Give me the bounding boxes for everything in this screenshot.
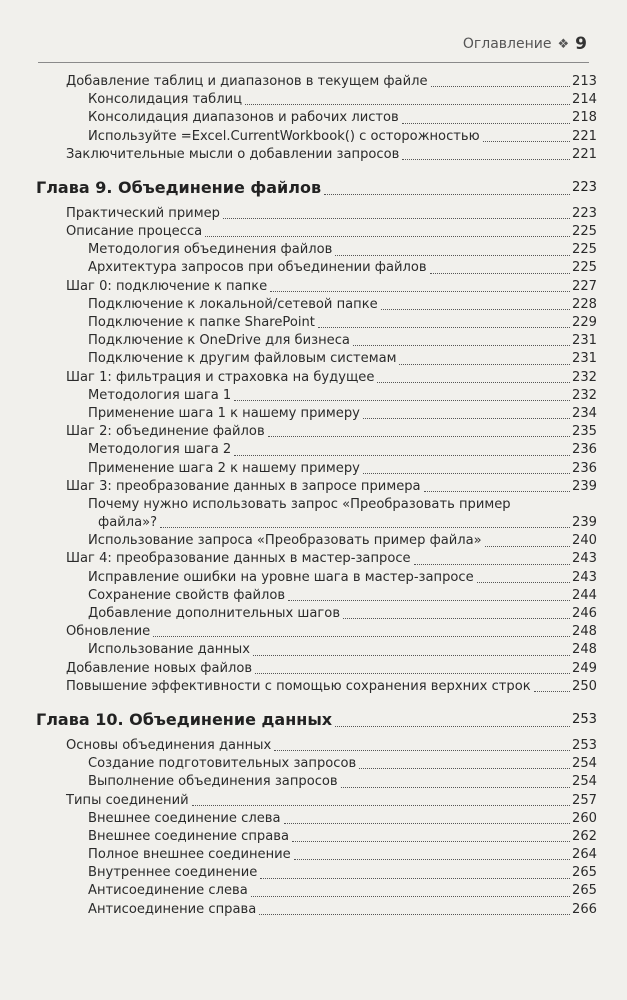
dot-leader	[477, 582, 570, 583]
toc-entry-page: 231	[572, 333, 597, 349]
dot-leader	[251, 896, 570, 897]
table-of-contents	[36, 73, 597, 919]
dot-leader	[153, 636, 570, 637]
toc-entry-page: 231	[572, 351, 597, 367]
toc-entry-title: Почему нужно использовать запрос «Преобразовать пример	[88, 496, 511, 512]
toc-entry-title: Добавление дополнительных шагов	[88, 606, 341, 622]
toc-entry-page: 246	[572, 606, 597, 622]
toc-entry-title: Применение шага 1 к нашему примеру	[88, 405, 360, 421]
dot-leader	[192, 805, 570, 806]
toc-chapter-title: Глава 9. Объединение файлов	[36, 177, 322, 197]
toc-entry[interactable]	[36, 810, 597, 828]
toc-entry[interactable]	[36, 569, 597, 587]
dot-leader	[284, 823, 570, 824]
toc-entry-title: Полное внешнее соединение	[88, 847, 291, 863]
toc-entry-page: 248	[572, 642, 597, 658]
running-header	[463, 34, 587, 54]
toc-entry[interactable]	[36, 755, 597, 773]
toc-entry[interactable]	[36, 241, 597, 259]
toc-entry[interactable]	[36, 605, 597, 623]
dot-leader	[292, 841, 570, 842]
toc-entry[interactable]	[36, 901, 597, 919]
toc-chapter[interactable]	[36, 709, 597, 731]
toc-entry[interactable]	[36, 205, 597, 223]
toc-entry-title: Антисоединение справа	[88, 901, 257, 917]
dot-leader	[430, 273, 570, 274]
toc-entry[interactable]	[36, 641, 597, 659]
toc-entry-title: Шаг 1: фильтрация и страховка на будущее	[66, 369, 375, 385]
toc-entry-title: Методология объединения файлов	[88, 242, 333, 258]
dot-leader	[160, 527, 570, 528]
toc-entry-page: 265	[572, 865, 597, 881]
toc-entry-page: 262	[572, 828, 597, 844]
dot-leader	[234, 455, 570, 456]
dot-leader	[431, 86, 570, 87]
dot-leader	[318, 327, 570, 328]
dot-leader	[414, 564, 570, 565]
dot-leader	[485, 546, 570, 547]
toc-entry-title: Шаг 0: подключение к папке	[66, 278, 268, 294]
toc-entry-page: 244	[572, 587, 597, 603]
toc-entry-page: 229	[572, 315, 597, 331]
toc-entry-page: 240	[572, 533, 597, 549]
toc-entry-page: 232	[572, 387, 597, 403]
toc-entry-title: Добавление таблиц и диапазонов в текущем файле	[66, 73, 428, 89]
toc-entry-continuation	[88, 514, 597, 532]
dot-leader	[402, 123, 570, 124]
toc-entry-page: 266	[572, 901, 597, 917]
dot-leader	[363, 418, 570, 419]
toc-entry[interactable]	[36, 864, 597, 882]
toc-entry[interactable]	[36, 387, 597, 405]
toc-entry-page: 264	[572, 847, 597, 863]
toc-entry-page: 236	[572, 442, 597, 458]
page-number: 9	[575, 34, 587, 54]
toc-entry-title: Создание подготовительных запросов	[88, 756, 357, 772]
toc-entry-title: Архитектура запросов при объединении файлов	[88, 260, 427, 276]
toc-entry[interactable]	[36, 883, 597, 901]
toc-entry-page: 225	[572, 242, 597, 258]
toc-entry-title: Консолидация таблиц	[88, 92, 243, 108]
toc-entry-title: Подключение к OneDrive для бизнеса	[88, 333, 350, 349]
dot-leader	[341, 787, 570, 788]
toc-entry-page: 253	[572, 737, 597, 753]
toc-entry-title: Сохранение свойств файлов	[88, 587, 286, 603]
toc-entry-page: 225	[572, 260, 597, 276]
toc-entry-page: 243	[572, 569, 597, 585]
toc-entry-page: 253	[572, 712, 597, 727]
toc-entry-page: 236	[572, 460, 597, 476]
toc-entry[interactable]	[36, 623, 597, 641]
toc-entry-title: Использование запроса «Преобразовать пример файла»	[88, 533, 482, 549]
toc-entry-title: Консолидация диапазонов и рабочих листов	[88, 110, 399, 126]
dot-leader	[359, 768, 570, 769]
ornament-icon: ❖	[557, 36, 570, 52]
toc-entry-title: Применение шага 2 к нашему примеру	[88, 460, 360, 476]
toc-entry[interactable]	[36, 587, 597, 605]
dot-leader	[253, 655, 570, 656]
toc-entry-page: 254	[572, 756, 597, 772]
toc-entry[interactable]	[36, 423, 597, 441]
dot-leader	[424, 491, 570, 492]
header-rule	[38, 62, 589, 63]
toc-entry-title: Использование данных	[88, 642, 250, 658]
toc-entry[interactable]	[36, 678, 597, 696]
toc-entry-page: 213	[572, 73, 597, 89]
dot-leader	[205, 236, 570, 237]
toc-entry[interactable]	[36, 223, 597, 241]
toc-entry-page: 235	[572, 424, 597, 440]
toc-entry-title-continued: файла»?	[98, 515, 158, 531]
toc-entry-page: 257	[572, 792, 597, 808]
dot-leader	[353, 345, 570, 346]
toc-entry-page: 232	[572, 369, 597, 385]
toc-entry-title: Шаг 3: преобразование данных в запросе примера	[66, 478, 421, 494]
toc-entry[interactable]	[36, 532, 597, 550]
toc-entry[interactable]	[36, 496, 597, 532]
dot-leader	[294, 859, 570, 860]
toc-entry[interactable]	[36, 551, 597, 569]
toc-entry-page: 243	[572, 551, 597, 567]
toc-entry[interactable]	[36, 441, 597, 459]
toc-entry[interactable]	[36, 296, 597, 314]
dot-leader	[245, 104, 570, 105]
toc-entry-page: 249	[572, 660, 597, 676]
toc-entry[interactable]	[36, 828, 597, 846]
toc-chapter[interactable]	[36, 177, 597, 199]
dot-leader	[363, 473, 570, 474]
header-title: Оглавление	[462, 36, 552, 52]
toc-entry-title: Используйте =Excel.CurrentWorkbook() с осторожностью	[88, 128, 480, 144]
dot-leader	[381, 309, 570, 310]
dot-leader	[288, 600, 570, 601]
toc-entry-title: Повышение эффективности с помощью сохранения верхних строк	[66, 678, 531, 694]
dot-leader	[324, 194, 570, 195]
toc-entry[interactable]	[36, 660, 597, 678]
toc-entry-title: Подключение к локальной/сетевой папке	[88, 296, 378, 312]
toc-entry[interactable]	[36, 314, 597, 332]
toc-entry-title: Практический пример	[66, 205, 220, 221]
toc-entry-title: Методология шага 2	[88, 442, 232, 458]
dot-leader	[335, 726, 570, 727]
toc-entry[interactable]	[36, 91, 597, 109]
toc-entry-page: 223	[572, 205, 597, 221]
dot-leader	[343, 618, 570, 619]
toc-entry-page: 248	[572, 624, 597, 640]
toc-entry[interactable]	[36, 846, 597, 864]
toc-entry[interactable]	[36, 332, 597, 350]
dot-leader	[377, 382, 570, 383]
toc-entry[interactable]	[36, 792, 597, 810]
toc-entry-page: 250	[572, 678, 597, 694]
dot-leader	[335, 255, 570, 256]
toc-entry-title: Типы соединений	[66, 792, 189, 808]
toc-entry-page: 221	[572, 128, 597, 144]
toc-entry-page: 225	[572, 224, 597, 240]
toc-entry-title: Шаг 2: объединение файлов	[66, 424, 265, 440]
toc-entry-page: 214	[572, 92, 597, 108]
dot-leader	[234, 400, 570, 401]
toc-entry-title: Подключение к папке SharePoint	[88, 315, 315, 331]
toc-entry-page: 260	[572, 810, 597, 826]
toc-entry-page: 239	[572, 478, 597, 494]
dot-leader	[255, 673, 570, 674]
toc-entry-page: 227	[572, 278, 597, 294]
toc-entry-page: 265	[572, 883, 597, 899]
toc-entry[interactable]	[36, 350, 597, 368]
toc-entry-page: 234	[572, 405, 597, 421]
toc-entry-title: Внешнее соединение справа	[88, 828, 289, 844]
toc-entry-page: 223	[572, 179, 597, 195]
toc-entry[interactable]	[36, 478, 597, 496]
dot-leader	[399, 364, 570, 365]
toc-entry-title: Подключение к другим файловым системам	[88, 351, 397, 367]
dot-leader	[402, 159, 570, 160]
toc-entry[interactable]	[36, 737, 597, 755]
toc-entry[interactable]	[36, 128, 597, 146]
dot-leader	[260, 878, 570, 879]
toc-entry-title: Выполнение объединения запросов	[88, 774, 338, 790]
dot-leader	[223, 218, 570, 219]
dot-leader	[483, 141, 570, 142]
dot-leader	[259, 914, 570, 915]
dot-leader	[534, 691, 570, 692]
toc-entry-page: 218	[572, 110, 597, 126]
toc-entry-title: Описание процесса	[66, 224, 203, 240]
toc-entry[interactable]	[36, 109, 597, 127]
toc-entry-title: Шаг 4: преобразование данных в мастер-запросе	[66, 551, 411, 567]
toc-entry[interactable]	[36, 278, 597, 296]
toc-entry[interactable]	[36, 460, 597, 478]
toc-entry[interactable]	[36, 146, 597, 164]
toc-entry-page: 254	[572, 774, 597, 790]
toc-entry-title: Основы объединения данных	[66, 737, 272, 753]
toc-entry[interactable]	[36, 73, 597, 91]
toc-entry[interactable]	[36, 260, 597, 278]
dot-leader	[268, 436, 570, 437]
dot-leader	[270, 291, 570, 292]
dot-leader	[274, 750, 570, 751]
toc-entry-page: 221	[572, 146, 597, 162]
toc-entry[interactable]	[36, 773, 597, 791]
toc-chapter-title: Глава 10. Объединение данных	[36, 710, 333, 729]
toc-entry-title: Методология шага 1	[88, 387, 232, 403]
toc-entry-page: 239	[572, 515, 597, 531]
toc-entry-title: Добавление новых файлов	[66, 660, 253, 676]
toc-entry-title: Антисоединение слева	[88, 883, 248, 899]
toc-entry-title: Обновление	[66, 624, 151, 640]
toc-entry-title: Исправление ошибки на уровне шага в мастер-запросе	[88, 569, 474, 585]
toc-entry-page: 228	[572, 296, 597, 312]
toc-entry-title: Внутреннее соединение	[88, 865, 258, 881]
toc-entry-title: Внешнее соединение слева	[88, 810, 281, 826]
toc-entry[interactable]	[36, 405, 597, 423]
toc-entry-title: Заключительные мысли о добавлении запросов	[66, 146, 400, 162]
toc-entry[interactable]	[36, 369, 597, 387]
